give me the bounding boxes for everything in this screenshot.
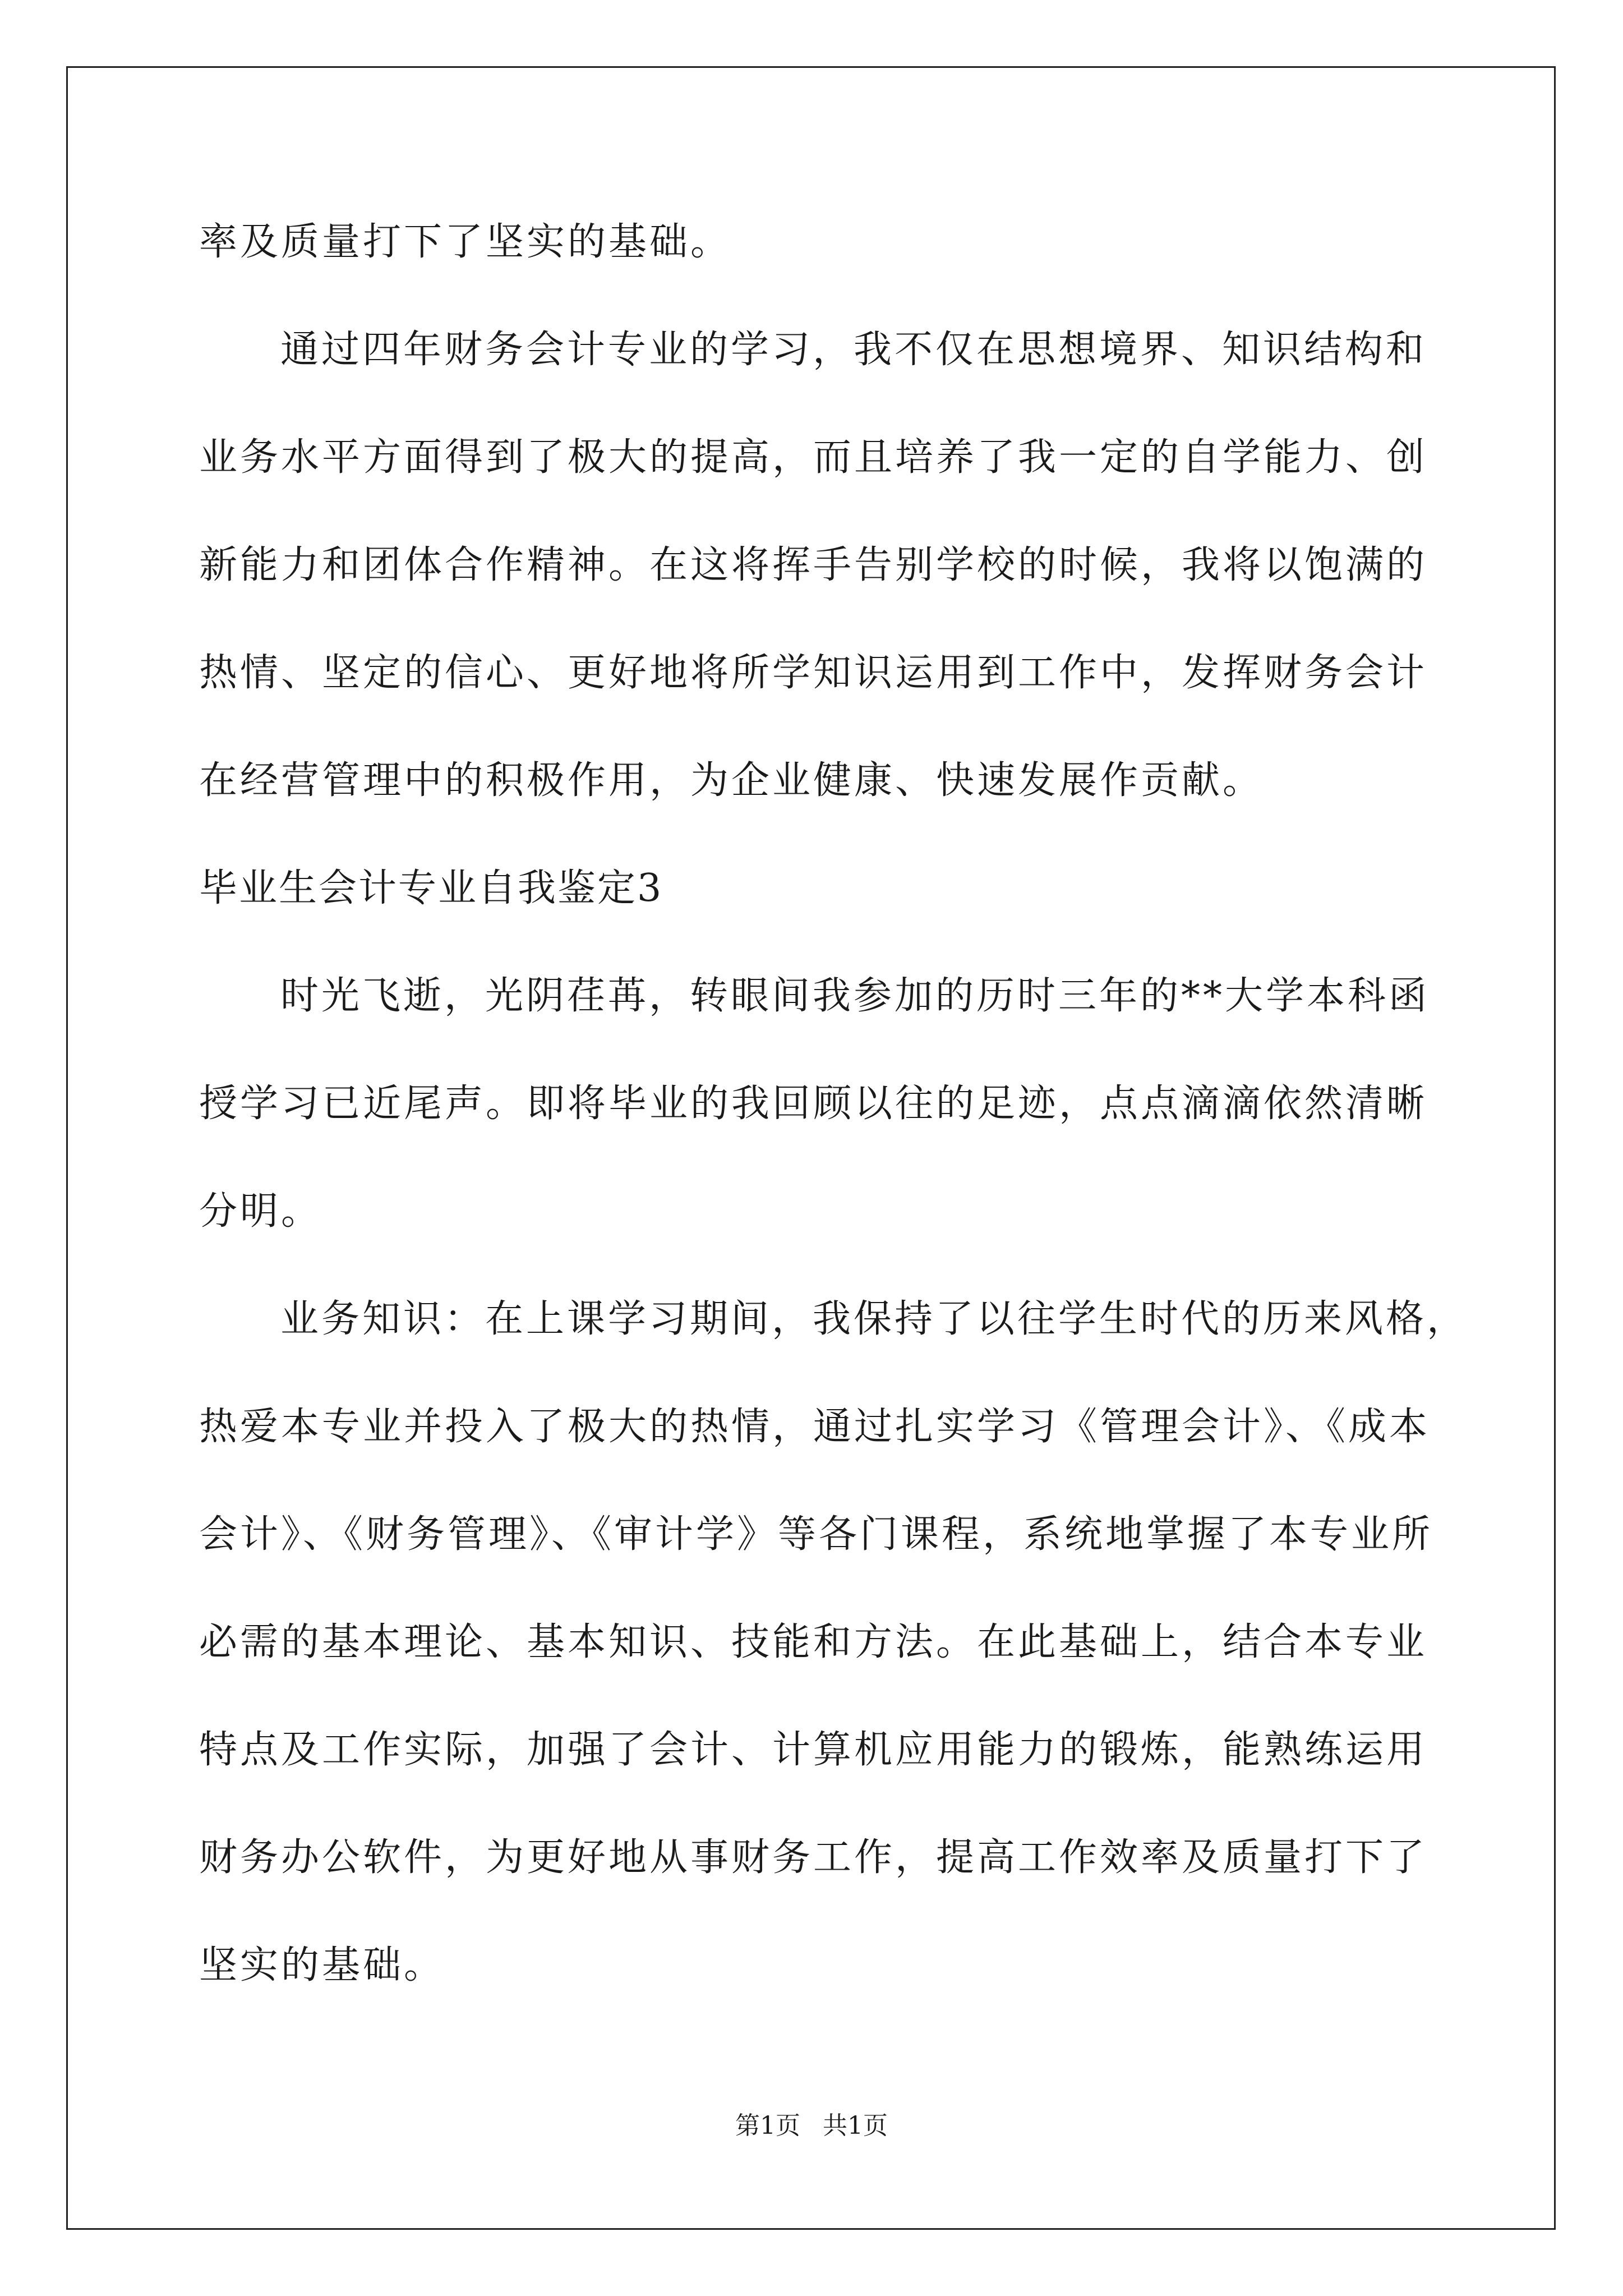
text-line: 在经营管理中的积极作用，为企业健康、快速发展作贡献。: [199, 758, 1264, 803]
text-line: 率及质量打下了坚实的基础。: [199, 220, 732, 264]
paragraph-start: 通过四年财务会计专业的学习，我不仅在思想境界、知识结构和: [280, 328, 1427, 372]
page-total: 共1页: [823, 2111, 888, 2140]
document-body: [199, 213, 1468, 2044]
text-line: 新能力和团体合作精神。在这将挥手告别学校的时候，我将以饱满的: [199, 543, 1428, 587]
text-line: 热情、坚定的信心、更好地将所学知识运用到工作中，发挥财务会计: [199, 651, 1428, 695]
page-number: 第1页: [735, 2111, 800, 2140]
text-line: 授学习已近尾声。即将毕业的我回顾以往的足迹，点点滴滴依然清晰: [199, 1082, 1428, 1126]
section-heading: 毕业生会计专业自我鉴定3: [199, 866, 663, 910]
text-line: 财务办公软件，为更好地从事财务工作，提高工作效率及质量打下了: [199, 1835, 1428, 1880]
paragraph-start: 时光飞逝，光阴荏苒，转眼间我参加的历时三年的**大学本科函: [280, 974, 1430, 1018]
text-line: 业务水平方面得到了极大的提高，而且培养了我一定的自学能力、创: [199, 435, 1428, 480]
text-line: 坚实的基础。: [199, 1943, 445, 1987]
text-line: 特点及工作实际，加强了会计、计算机应用能力的锻炼，能熟练运用: [199, 1728, 1428, 1772]
paragraph-start: 业务知识：在上课学习期间，我保持了以往学生时代的历来风格，: [280, 1297, 1468, 1341]
text-line: 必需的基本理论、基本知识、技能和方法。在此基础上，结合本专业: [199, 1620, 1428, 1664]
text-line: 会计》、《财务管理》、《审计学》等各门课程，系统地掌握了本专业所: [199, 1512, 1433, 1557]
text-line: 热爱本专业并投入了极大的热情，通过扎实学习《管理会计》、《成本: [199, 1405, 1431, 1449]
text-line: 分明。: [199, 1189, 322, 1234]
page-footer: [0, 2109, 1623, 2143]
